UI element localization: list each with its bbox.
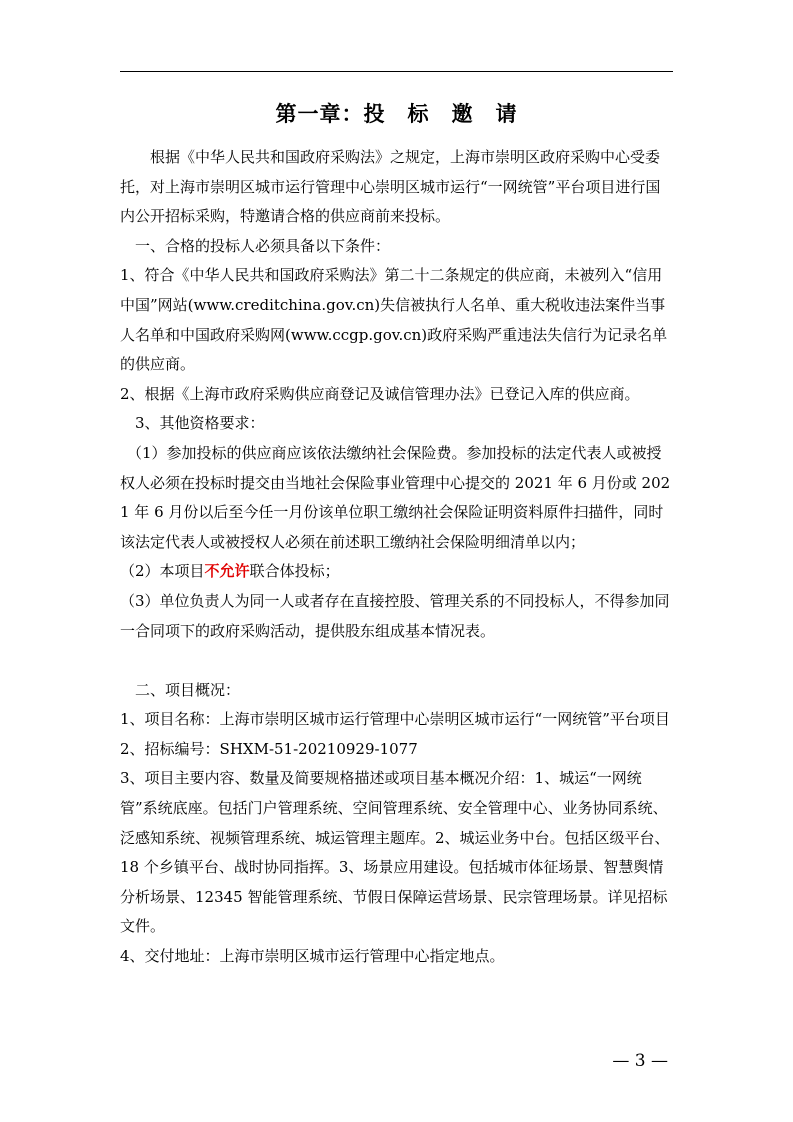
chapter-title: 第一章：投 标 邀 请 [275,102,518,126]
item-3-2-suffix: 联合体投标； [249,562,340,581]
section-2-item-4: 4、交付地址：上海市崇明区城市运行管理中心指定地点。 [120,947,505,966]
page-number: — 3 — [612,1051,668,1071]
section-1-heading: 一、合格的投标人必须具备以下条件： [135,236,391,255]
item-3-2-prefix: （2）本项目 [120,562,205,581]
section-1-item-1: 1、符合《中华人民共和国政府采购法》第二十二条规定的供应商，未被列入“信用中国”网站(www.creditchina.gov.cn)失信被执行人名单、重大税收违法案件当事人名单和中国政府采购网(www.ccgp.gov.cn)政府采购严重违法失信行为记录名单的供应商。 [120,266,668,374]
not-allowed-emphasis: 不允许 [204,562,250,581]
section-2-item-2: 2、招标编号：SHXM-51-20210929-1077 [120,739,418,758]
section-1-item-2: 2、根据《上海市政府采购供应商登记及诚信管理办法》已登记入库的供应商。 [120,384,640,403]
section-1-item-3-3: （3）单位负责人为同一人或者存在直接控股、管理关系的不同投标人，不得参加同一合同项下的政府采购活动，提供股东组成基本情况表。 [120,591,670,640]
header-rule [120,71,673,72]
section-1-item-3-1: （1）参加投标的供应商应该依法缴纳社会保险费。参加投标的法定代表人或被授权人必须在投标时提交由当地社会保险事业管理中心提交的 2021 年 6 月份或 2021 年 6 月份以后至今任一月份该单位职工缴纳社会保险证明资料原件扫描件，同时该法定代表人或被授权人必须在前述职工缴纳社会保险明细清单以内； [120,443,671,551]
intro-paragraph: 根据《中华人民共和国政府采购法》之规定，上海市崇明区政府采购中心受委托，对上海市崇明区城市运行管理中心崇明区城市运行“一网统管”平台项目进行国内公开招标采购，特邀请合格的供应商前来投标。 [120,148,661,226]
section-2-item-3: 3、项目主要内容、数量及简要规格描述或项目基本概况介绍：1、城运“一网统管”系统底座。包括门户管理系统、空间管理系统、安全管理中心、业务协同系统、泛感知系统、视频管理系统、城运管理主题库。2、城运业务中台。包括区级平台、18 个乡镇平台、战时协同指挥。3、场景应用建设。包括城市体征场景、智慧舆情分析场景、12345 智能管理系统、节假日保障运营场景、民宗管理场景。详见招标文件。 [120,769,670,936]
blank-line [120,646,673,676]
section-1-item-3-2 [120,557,673,587]
section-1-item-3: 3、其他资格要求： [135,414,265,433]
document-body [120,143,673,972]
section-2-heading: 二、项目概况： [135,680,241,699]
section-2-item-1: 1、项目名称：上海市崇明区城市运行管理中心崇明区城市运行“一网统管”平台项目 [120,710,670,729]
